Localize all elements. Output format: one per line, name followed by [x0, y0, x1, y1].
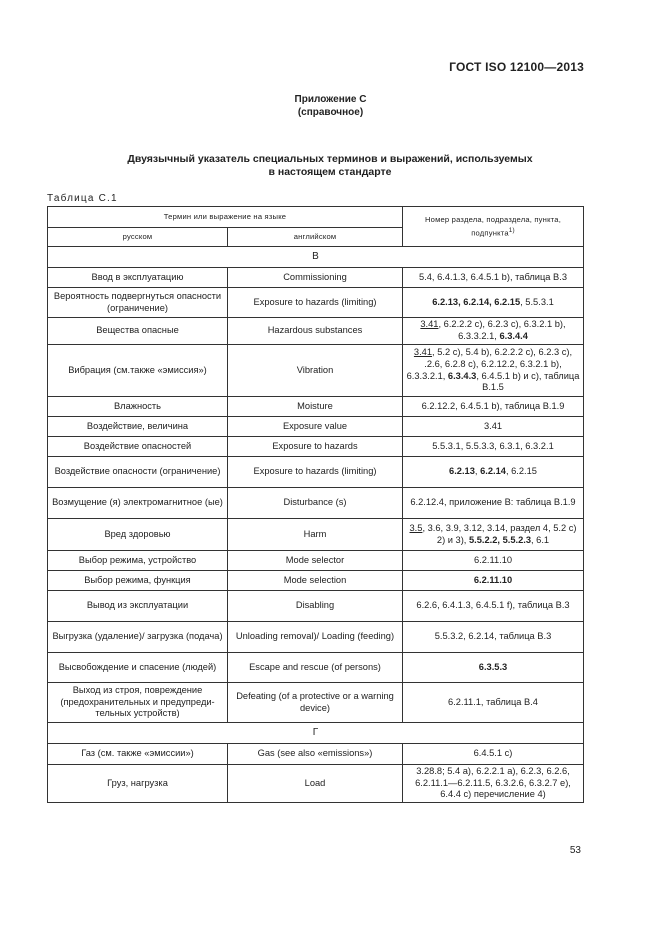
reference-segment: 6.3.5.3: [478, 661, 508, 672]
section-reference: [403, 318, 584, 345]
reference-segment: 6.2.13, 6.2.14, 6.2.15: [432, 296, 521, 307]
reference-segment: ,: [474, 466, 481, 477]
term-english: Gas (see also «emissions»): [228, 744, 403, 765]
reference-segment: 6.2.12.4, приложение B: таблица B.1.9: [410, 497, 576, 508]
term-russian: Выбор режима, устройство: [48, 551, 228, 571]
reference-segment: 5.5.2.2, 5.5.2.3: [468, 534, 531, 545]
term-russian: Вещества опасные: [48, 318, 228, 345]
term-english: Vibration: [228, 345, 403, 397]
table-row: [48, 744, 584, 765]
term-russian: Воздействие опасности (ограничение): [48, 457, 228, 488]
section-reference: [403, 571, 584, 591]
reference-segment: , 6.4.5.1 b) и c), таблица B.1.5: [476, 370, 580, 393]
section-header-text: Номер раздела, подраздела, пункта, подпункта: [424, 214, 562, 238]
section-reference: [403, 288, 584, 318]
english-header: английском: [228, 228, 403, 247]
table-row: [48, 551, 584, 571]
table-row: [48, 318, 584, 345]
term-russian: Влажность: [48, 397, 228, 417]
section-reference: [403, 417, 584, 437]
section-reference: [403, 653, 584, 683]
term-english: Disturbance (s): [228, 488, 403, 519]
reference-segment: 6.2.14: [480, 466, 506, 477]
section-reference: [403, 397, 584, 417]
annex-title-block: [0, 93, 661, 119]
section-header-footnote: 1): [508, 227, 515, 235]
term-russian: Выбор режима, функция: [48, 571, 228, 591]
term-russian: Вывод из эксплуатации: [48, 591, 228, 622]
header-row-1: [48, 207, 584, 228]
term-russian: Возмущение (я) электромагнитное (ые): [48, 488, 228, 519]
term-english: Mode selection: [228, 571, 403, 591]
page-number: 53: [569, 845, 581, 856]
term-russian: Вибрация (см.также «эмиссия»): [48, 345, 228, 397]
annex-title: Приложение С: [294, 94, 367, 105]
standard-code: ГОСТ ISO 12100—2013: [449, 60, 584, 74]
reference-segment: 5.4, 6.4.1.3, 6.4.5.1 b), таблица B.3: [418, 271, 567, 282]
term-russian: Вероятность подвергнуться опасности (ограничение): [48, 288, 228, 318]
table-row: [48, 345, 584, 397]
reference-segment: 5.5.3.2, 6.2.14, таблица B.3: [434, 631, 552, 642]
reference-segment: , 3.6, 3.9, 3.12, 3.14, раздел 4, 5.2 c) 2) и 3),: [422, 522, 577, 545]
term-english: Disabling: [228, 591, 403, 622]
reference-segment: 6.2.11.10: [473, 574, 513, 585]
term-english: Defeating (of a protective or a warning device): [228, 683, 403, 723]
term-russian: Газ (см. также «эмиссии»): [48, 744, 228, 765]
table-row: [48, 268, 584, 288]
reference-segment: 3.41: [420, 319, 439, 330]
section-reference: [403, 551, 584, 571]
reference-segment: 3.41: [413, 347, 433, 358]
section-reference: [403, 683, 584, 723]
term-russian: Воздействие, величина: [48, 417, 228, 437]
annex-subtitle: (справочное): [297, 107, 364, 118]
term-english: Moisture: [228, 397, 403, 417]
reference-segment: , 5.5.3.1: [520, 296, 554, 307]
section-reference: [403, 519, 584, 551]
table-row: [48, 591, 584, 622]
table-row: [48, 437, 584, 457]
reference-segment: 6.2.13: [449, 466, 475, 477]
term-english: Harm: [228, 519, 403, 551]
term-english: Exposure to hazards: [228, 437, 403, 457]
terms-table: [47, 206, 584, 803]
term-english: Commissioning: [228, 268, 403, 288]
term-english: Exposure value: [228, 417, 403, 437]
table-row: [48, 288, 584, 318]
table-row: [48, 765, 584, 803]
reference-segment: , 6.1: [531, 534, 550, 545]
section-row-v: [48, 247, 584, 268]
section-reference: [403, 345, 584, 397]
reference-segment: 6.2.12.2, 6.4.5.1 b), таблица B.1.9: [421, 400, 565, 411]
table-row: [48, 571, 584, 591]
index-heading: [90, 153, 570, 179]
table-row: [48, 653, 584, 683]
table-row: [48, 417, 584, 437]
section-reference: [403, 488, 584, 519]
reference-segment: , 6.2.15: [505, 466, 537, 477]
term-english: Hazardous substances: [228, 318, 403, 345]
section-row-g: [48, 723, 584, 744]
term-english: Unloading removal)/ Loading (feeding): [228, 622, 403, 653]
section-reference: [403, 268, 584, 288]
table-row: [48, 457, 584, 488]
term-russian: Вред здоровью: [48, 519, 228, 551]
term-english: Exposure to hazards (limiting): [228, 457, 403, 488]
reference-segment: 3.41: [483, 420, 503, 431]
section-letter: В: [48, 247, 584, 268]
reference-segment: 6.2.11.10: [473, 554, 513, 565]
reference-segment: 3.28.8; 5.4 a), 6.2.2.1 a), 6.2.3, 6.2.6, 6.2.11.1—6.2.11.5, 6.3.2.6, 6.3.2.7 e), 6.4.4 c) перечисление 4): [415, 766, 571, 800]
term-russian: Выгрузка (удаление)/ загрузка (подача): [48, 622, 228, 653]
table-row: [48, 519, 584, 551]
reference-segment: 3.5: [409, 522, 423, 533]
section-reference: [403, 744, 584, 765]
section-reference: [403, 622, 584, 653]
term-english: Exposure to hazards (limiting): [228, 288, 403, 318]
index-heading-line-2: в настоящем стандарте: [268, 166, 392, 178]
term-russian: Ввод в эксплуатацию: [48, 268, 228, 288]
section-letter: Г: [48, 723, 584, 744]
reference-segment: 6.2.11.1, таблица B.4: [448, 696, 538, 707]
table-row: [48, 683, 584, 723]
term-russian: Высвобождение и спасение (людей): [48, 653, 228, 683]
term-english: Escape and rescue (of persons): [228, 653, 403, 683]
term-russian: Груз, нагрузка: [48, 765, 228, 803]
term-russian: Воздействие опасностей: [48, 437, 228, 457]
table-label: Таблица С.1: [47, 193, 118, 204]
russian-header: русском: [48, 228, 228, 247]
reference-segment: 6.3.4.4: [499, 331, 528, 341]
table-row: [48, 488, 584, 519]
term-english: Mode selector: [228, 551, 403, 571]
terms-table-body: [48, 207, 584, 803]
section-reference: [403, 457, 584, 488]
section-header: [403, 207, 584, 247]
table-row: [48, 397, 584, 417]
term-russian: Выход из строя, повреждение (предохранительных и предупреди-тельных устройств): [48, 683, 228, 723]
reference-segment: 6.4.5.1 c): [473, 748, 513, 759]
term-english: Load: [228, 765, 403, 803]
section-reference: [403, 765, 584, 803]
reference-segment: , 6.2.2.2 c), 6.2.3 c), 6.3.2.1 b), 6.3.3.2.1,: [438, 319, 566, 341]
reference-segment: 6.3.4.3: [447, 370, 477, 381]
reference-segment: 5.5.3.1, 5.5.3.3, 6.3.1, 6.3.2.1: [432, 440, 554, 451]
reference-segment: , 5.2 c), 5.4 b), 6.2.2.2 c), 6.2.3 c), .2.6, 6.2.8 c), 6.2.12.2, 6.3.2.1 b), 6.3.3.2.1,: [406, 347, 573, 381]
table-row: [48, 622, 584, 653]
section-reference: [403, 437, 584, 457]
term-header: Термин или выражение на языке: [48, 207, 403, 228]
index-heading-line-1: Двуязычный указатель специальных терминов и выражений, используемых: [127, 153, 533, 165]
section-reference: [403, 591, 584, 622]
reference-segment: 6.2.6, 6.4.1.3, 6.4.5.1 f), таблица B.3: [416, 600, 570, 611]
